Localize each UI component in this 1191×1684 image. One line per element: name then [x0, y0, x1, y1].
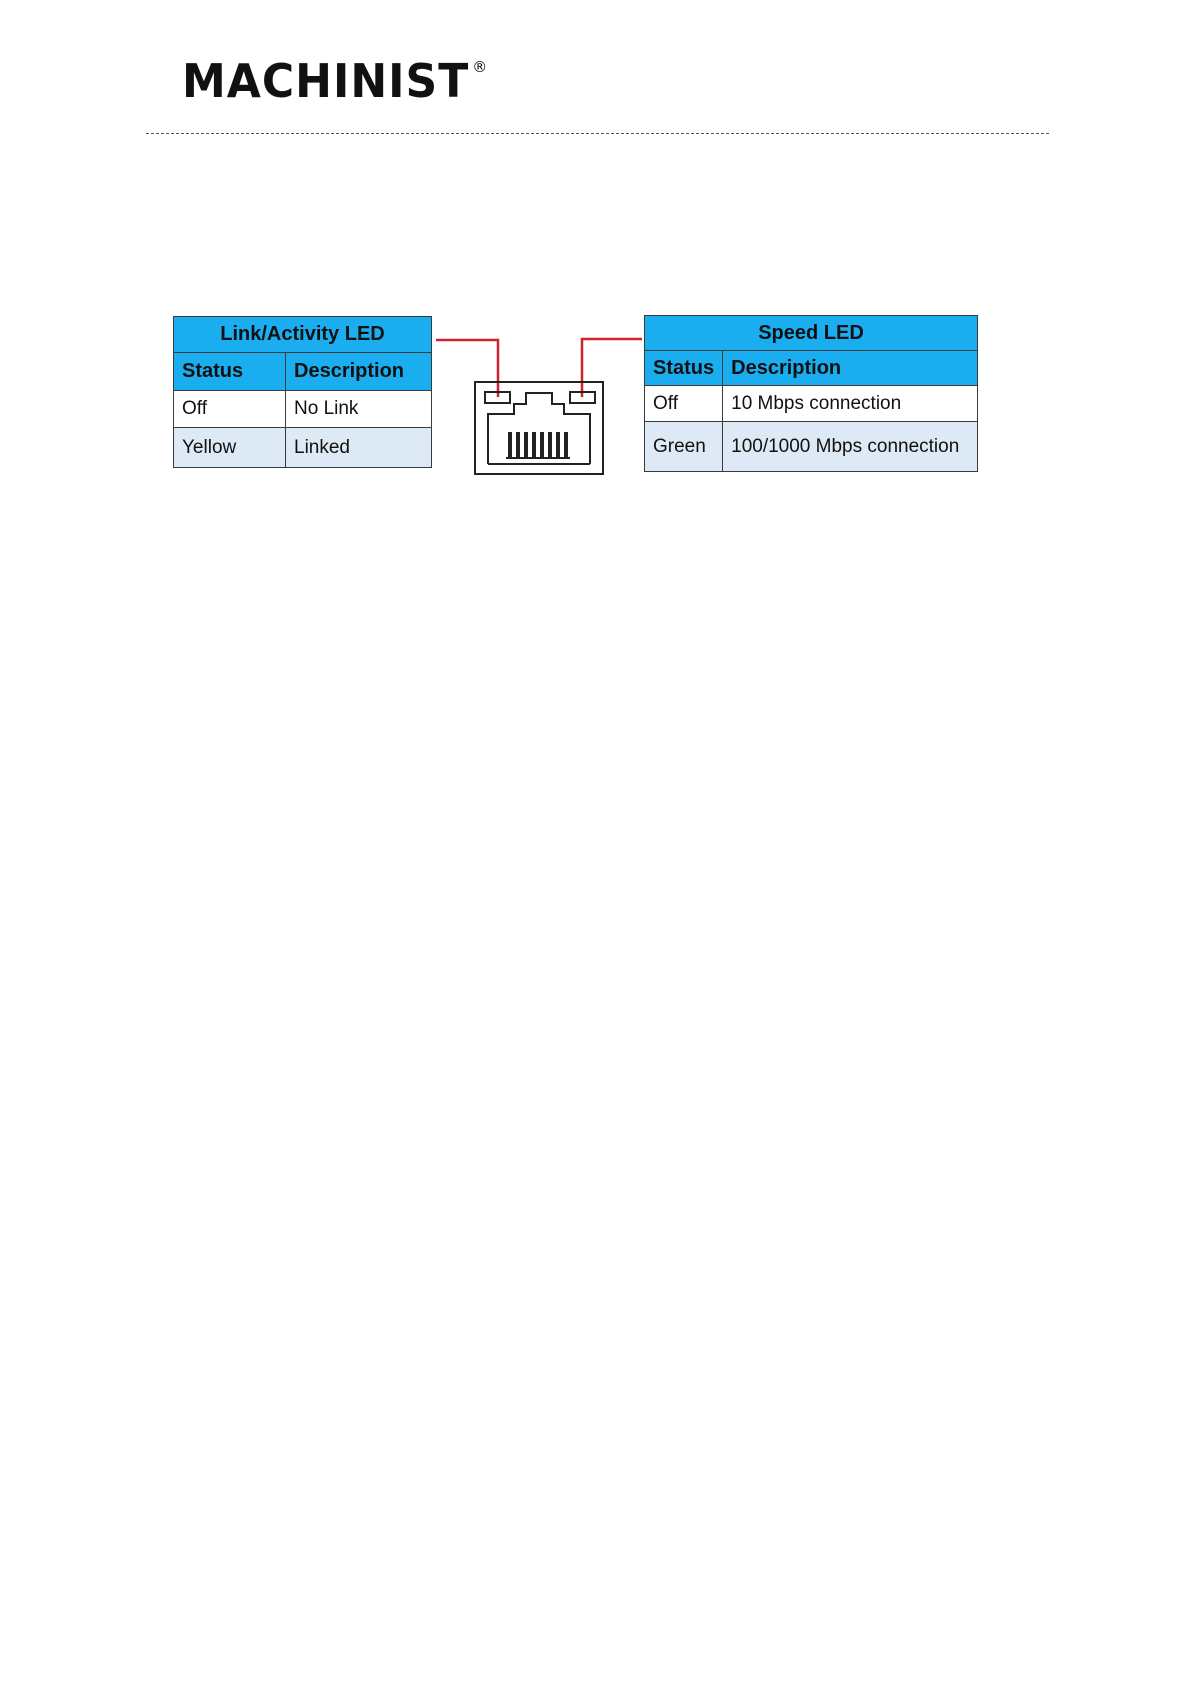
- registered-mark: ®: [472, 58, 488, 76]
- table-row: [174, 428, 432, 468]
- speed-led-leader-line: [582, 339, 642, 397]
- description-cell: 10 Mbps connection: [723, 386, 978, 422]
- rj45-port-icon: [475, 382, 603, 474]
- header-divider: [146, 133, 1049, 134]
- description-column-header: Description: [286, 353, 432, 391]
- contact-pins: [506, 432, 570, 458]
- description-cell: No Link: [286, 391, 432, 428]
- status-column-header: Status: [645, 351, 723, 386]
- link-led-leader-line: [436, 340, 498, 397]
- description-cell: 100/1000 Mbps connection: [723, 422, 978, 472]
- description-column-header: Description: [723, 351, 978, 386]
- description-cell: Linked: [286, 428, 432, 468]
- table-row: [174, 391, 432, 428]
- speed-led-title: Speed LED: [645, 316, 978, 351]
- table-row: [645, 386, 978, 422]
- link-activity-led-title: Link/Activity LED: [174, 317, 432, 353]
- table-row: [645, 422, 978, 472]
- status-cell: Off: [645, 386, 723, 422]
- rj45-port-diagram: [430, 330, 650, 480]
- speed-led-table: [644, 315, 978, 472]
- status-cell: Off: [174, 391, 286, 428]
- status-column-header: Status: [174, 353, 286, 391]
- status-cell: Yellow: [174, 428, 286, 468]
- logo-text: MACHINIST: [182, 54, 470, 109]
- status-cell: Green: [645, 422, 723, 472]
- machinist-logo: [182, 54, 488, 109]
- link-activity-led-table: [173, 316, 432, 468]
